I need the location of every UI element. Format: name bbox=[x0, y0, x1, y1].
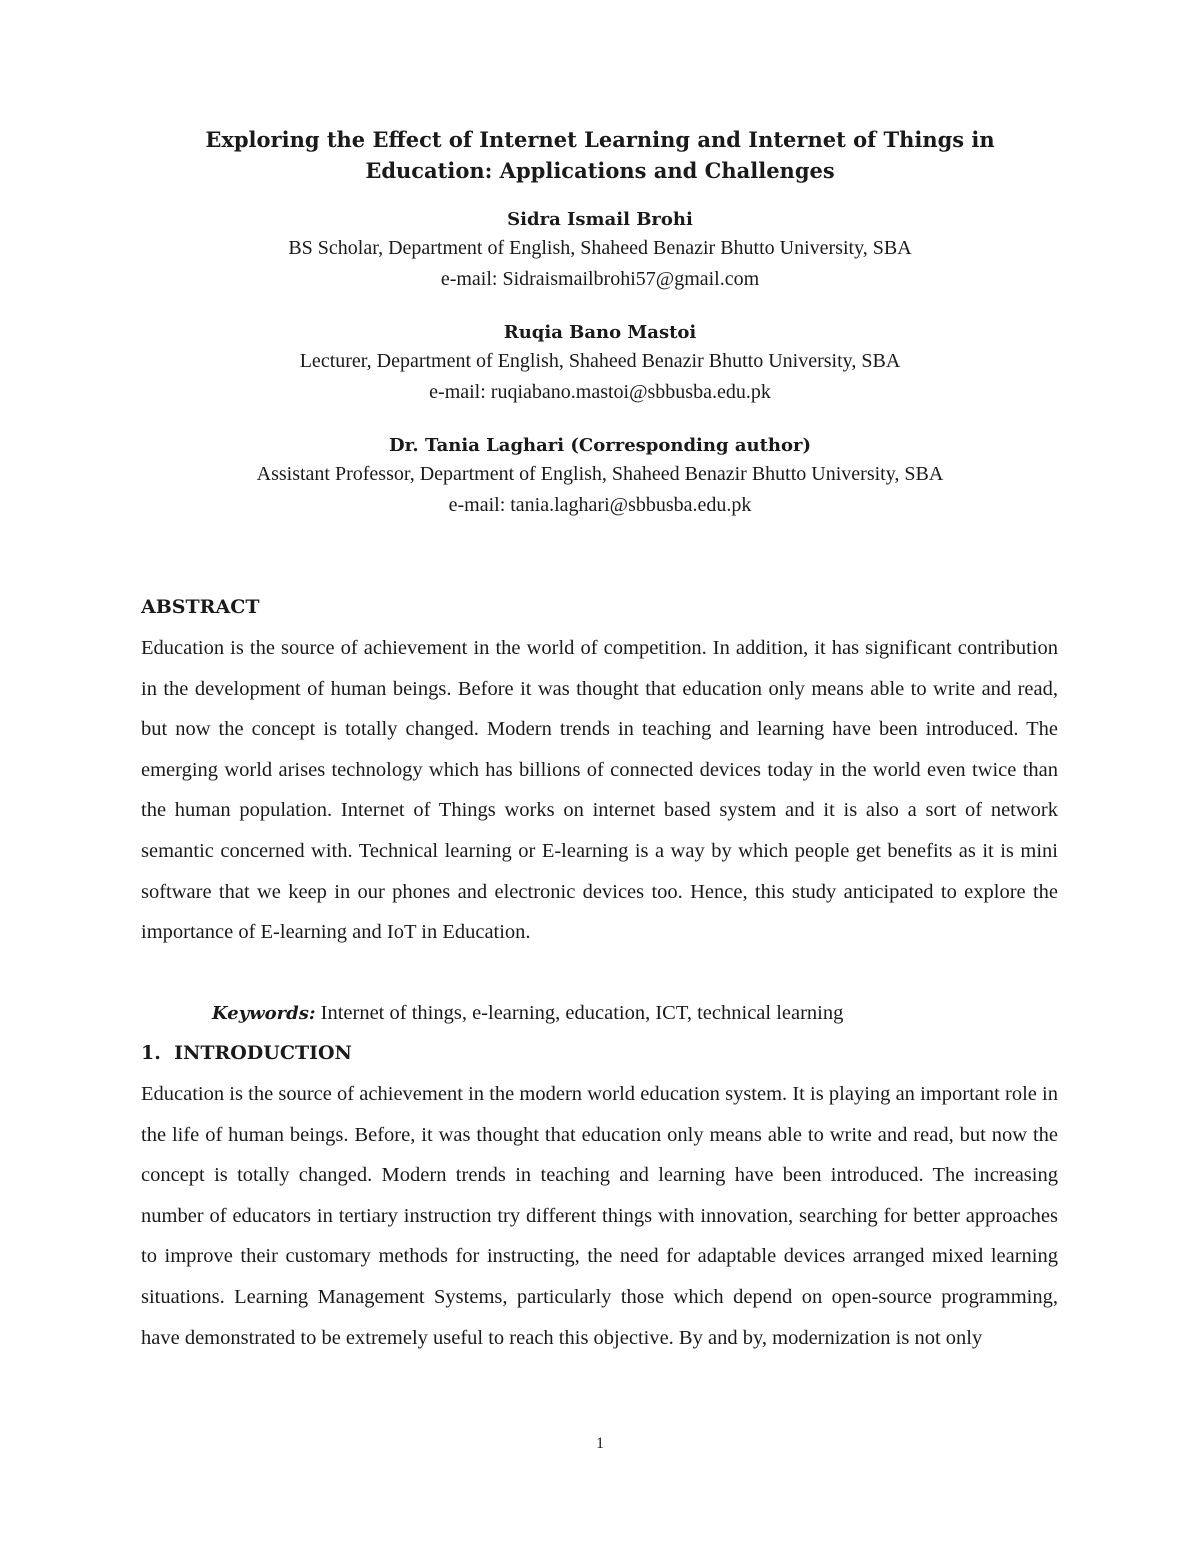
author-affiliation: Lecturer, Department of English, Shaheed Benazir Bhutto University, SBA bbox=[299, 350, 901, 372]
abstract-text: Education is the source of achievement in the world of competition. In addition, it has significant contribution in the development of human beings. Before it was thought that education only means able to write and read, but now the concept is totally changed. Modern trends in teaching and learning have been introduced. The emerging world arises technology which has billions of connected devices today in the world even twice than the human population. Internet of Things works on internet based system and it is also a sort of network semantic concerned with. Technical learning or E-learning is a way by which people get benefits as it is mini software that we keep in our phones and electronic devices too. Hence, this study anticipated to explore the importance of E-learning and IoT in Education. bbox=[141, 637, 1058, 944]
keywords-line bbox=[212, 999, 843, 1028]
paper-title bbox=[140, 124, 1060, 186]
title-line-1: Exploring the Effect of Internet Learning and Internet of Things in bbox=[205, 127, 995, 152]
author-affiliation: Assistant Professor, Department of English, Shaheed Benazir Bhutto University, SBA bbox=[256, 463, 944, 485]
author-block-1 bbox=[140, 207, 1060, 295]
intro-text: Education is the source of achievement in the modern world education system. It is playing an important role in the life of human beings. Before, it was thought that education only means able to write and read, but now the concept is totally changed. Modern trends in teaching and learning have been introduced. The increasing number of educators in tertiary instruction try different things with innovation, searching for better approaches to improve their customary methods for instructing, the need for adaptable devices arranged mixed learning situations. Learning Management Systems, particularly those which depend on open-source programming, have demonstrated to be extremely useful to reach this objective. By and by, modernization is not only bbox=[141, 1083, 1058, 1349]
author-name: Ruqia Bano Mastoi bbox=[503, 322, 697, 343]
keywords-text: Internet of things, e-learning, education, ICT, technical learning bbox=[315, 1002, 844, 1024]
author-name: Sidra Ismail Brohi bbox=[507, 209, 693, 230]
author-block-2 bbox=[140, 320, 1060, 408]
author-block-3 bbox=[140, 433, 1060, 521]
title-line-2: Education: Applications and Challenges bbox=[365, 158, 835, 183]
keywords-label: Keywords: bbox=[212, 1003, 316, 1024]
abstract-heading: ABSTRACT bbox=[141, 596, 260, 618]
author-email: e-mail: tania.laghari@sbbusba.edu.pk bbox=[448, 494, 752, 516]
page-number: 1 bbox=[596, 1435, 604, 1452]
author-email: e-mail: Sidraismailbrohi57@gmail.com bbox=[440, 268, 760, 290]
author-name: Dr. Tania Laghari (Corresponding author) bbox=[388, 435, 811, 456]
author-email: e-mail: ruqiabano.mastoi@sbbusba.edu.pk bbox=[429, 381, 771, 403]
author-affiliation: BS Scholar, Department of English, Shaheed Benazir Bhutto University, SBA bbox=[288, 237, 912, 259]
intro-heading: 1. INTRODUCTION bbox=[141, 1042, 352, 1064]
